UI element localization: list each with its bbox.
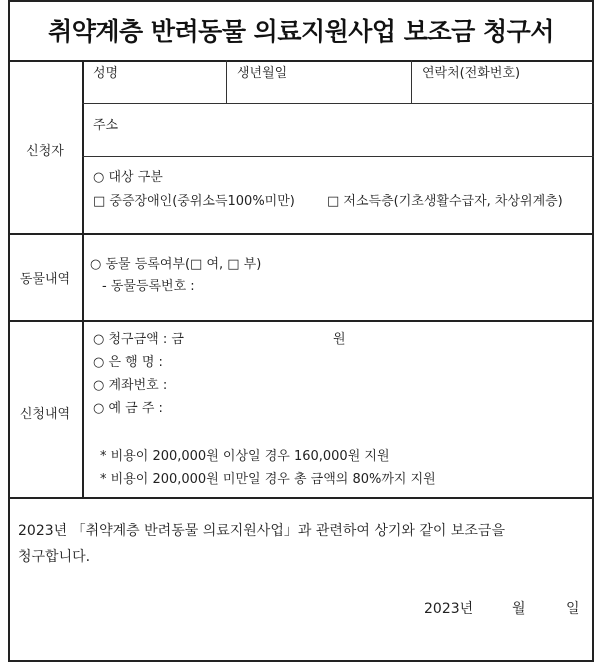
divider [8, 233, 594, 235]
divider [8, 60, 594, 62]
birthdate-field[interactable]: 생년월일 [237, 66, 288, 81]
divider [82, 156, 594, 157]
request-section-label: 신청내역 [19, 407, 71, 422]
support-note: * 비용이 200,000원 미만일 경우 총 금액의 80%까지 지원 [100, 472, 436, 487]
checkbox-low-income[interactable]: □ 저소득층(기초생활수급자, 차상위계층) [327, 194, 563, 209]
divider [82, 103, 594, 104]
address-field[interactable]: 주소 [93, 118, 119, 133]
animal-section-label: 동물내역 [19, 272, 71, 287]
form-title: 취약계층 반려동물 의료지원사업 보조금 청구서 [48, 17, 554, 46]
bank-field[interactable]: ○ 은 행 명 : [93, 355, 163, 370]
account-field[interactable]: ○ 계좌번호 : [93, 378, 168, 393]
phone-field[interactable]: 연락처(전화번호) [422, 66, 521, 81]
divider [8, 320, 594, 322]
holder-field[interactable]: ○ 예 금 주 : [93, 401, 163, 416]
checkbox-disabled[interactable]: □ 중증장애인(중위소득100%미만) [93, 194, 295, 209]
support-note: * 비용이 200,000원 이상일 경우 160,000원 지원 [100, 449, 390, 464]
divider [82, 60, 84, 497]
date-month: 월 [512, 601, 526, 617]
statement-line: 2023년 「취약계층 반려동물 의료지원사업」과 관련하여 상기와 같이 보조금을 [18, 523, 505, 539]
applicant-section-label: 신청자 [26, 144, 64, 159]
statement-line: 청구합니다. [18, 549, 91, 565]
date-year: 2023년 [424, 601, 474, 617]
category-heading: ○ 대상 구분 [93, 170, 163, 185]
amount-unit: 원 [333, 332, 346, 347]
registration-status[interactable]: ○ 동물 등록여부(□ 여, □ 부) [90, 257, 262, 272]
date-day: 일 [566, 601, 580, 617]
name-field[interactable]: 성명 [93, 66, 119, 81]
amount-field[interactable]: ○ 청구금액 : 금 [93, 332, 184, 347]
divider [411, 60, 412, 103]
divider [226, 60, 227, 103]
form-border [8, 0, 594, 662]
registration-number-field[interactable]: - 동물등록번호 : [102, 279, 195, 294]
divider [8, 497, 594, 499]
